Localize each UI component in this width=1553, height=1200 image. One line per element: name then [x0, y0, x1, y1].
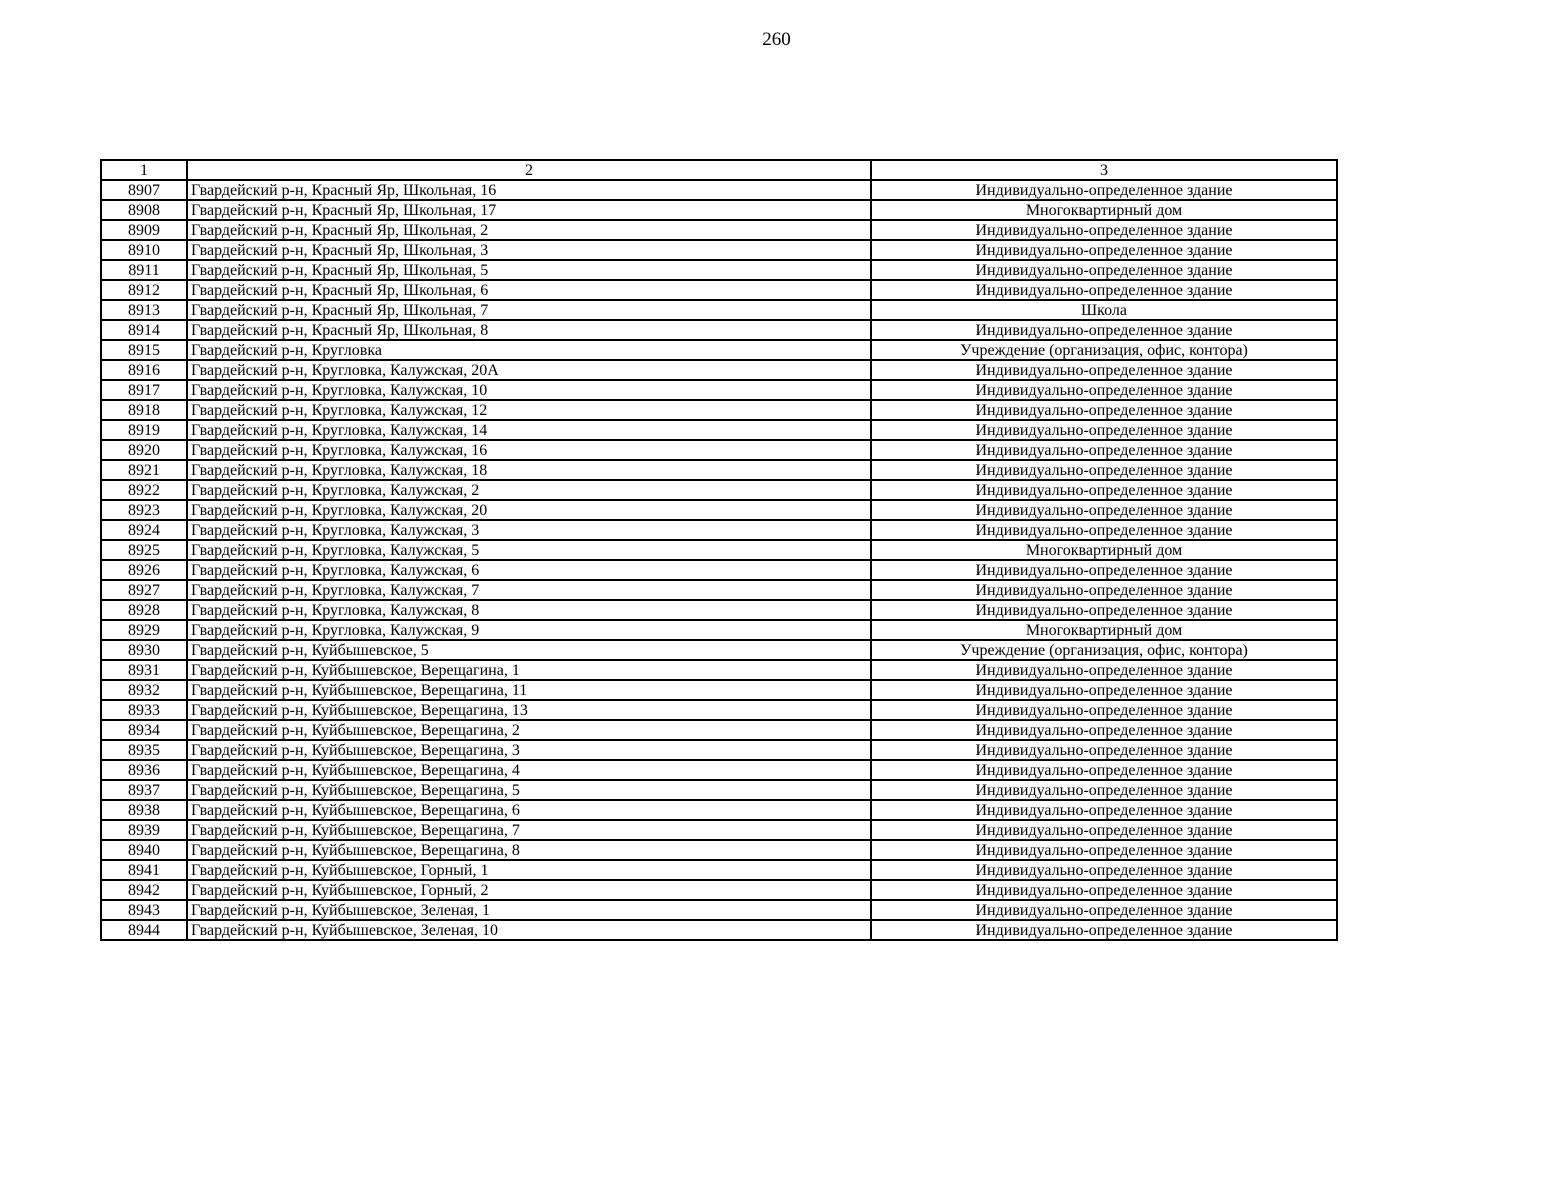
table-row [101, 660, 1337, 680]
cell-number: 8925 [101, 540, 187, 560]
table-row [101, 400, 1337, 420]
cell-number: 8934 [101, 720, 187, 740]
cell-address: Гвардейский р-н, Куйбышевское, Зеленая, 10 [187, 920, 871, 940]
header-cell-type: 3 [871, 160, 1337, 180]
cell-object-type: Индивидуально-определенное здание [871, 580, 1337, 600]
table-row [101, 900, 1337, 920]
registry-table [100, 159, 1338, 941]
cell-address: Гвардейский р-н, Красный Яр, Школьная, 2 [187, 220, 871, 240]
table-row [101, 580, 1337, 600]
cell-object-type: Индивидуально-определенное здание [871, 880, 1337, 900]
cell-address: Гвардейский р-н, Кругловка, Калужская, 18 [187, 460, 871, 480]
table-row [101, 820, 1337, 840]
cell-object-type: Индивидуально-определенное здание [871, 700, 1337, 720]
cell-number: 8931 [101, 660, 187, 680]
cell-number: 8935 [101, 740, 187, 760]
table-row [101, 480, 1337, 500]
cell-address: Гвардейский р-н, Красный Яр, Школьная, 7 [187, 300, 871, 320]
cell-object-type: Индивидуально-определенное здание [871, 440, 1337, 460]
table-row [101, 460, 1337, 480]
cell-number: 8913 [101, 300, 187, 320]
cell-address: Гвардейский р-н, Кругловка, Калужская, 3 [187, 520, 871, 540]
page-number: 260 [762, 29, 791, 50]
header-cell-number: 1 [101, 160, 187, 180]
cell-object-type: Индивидуально-определенное здание [871, 560, 1337, 580]
table-header-row [101, 160, 1337, 180]
table-row [101, 380, 1337, 400]
cell-address: Гвардейский р-н, Кругловка, Калужская, 7 [187, 580, 871, 600]
cell-object-type: Многоквартирный дом [871, 200, 1337, 220]
cell-number: 8923 [101, 500, 187, 520]
cell-number: 8926 [101, 560, 187, 580]
cell-address: Гвардейский р-н, Куйбышевское, Горный, 1 [187, 860, 871, 880]
cell-number: 8909 [101, 220, 187, 240]
cell-object-type: Индивидуально-определенное здание [871, 240, 1337, 260]
cell-address: Гвардейский р-н, Кругловка, Калужская, 6 [187, 560, 871, 580]
table-row [101, 200, 1337, 220]
cell-object-type: Индивидуально-определенное здание [871, 460, 1337, 480]
cell-object-type: Индивидуально-определенное здание [871, 600, 1337, 620]
cell-number: 8924 [101, 520, 187, 540]
cell-number: 8933 [101, 700, 187, 720]
cell-number: 8943 [101, 900, 187, 920]
cell-object-type: Индивидуально-определенное здание [871, 280, 1337, 300]
table-row [101, 600, 1337, 620]
cell-address: Гвардейский р-н, Куйбышевское, Горный, 2 [187, 880, 871, 900]
cell-number: 8939 [101, 820, 187, 840]
cell-address: Гвардейский р-н, Кругловка, Калужская, 16 [187, 440, 871, 460]
cell-object-type: Индивидуально-определенное здание [871, 360, 1337, 380]
cell-address: Гвардейский р-н, Кругловка, Калужская, 12 [187, 400, 871, 420]
cell-object-type: Индивидуально-определенное здание [871, 660, 1337, 680]
cell-object-type: Индивидуально-определенное здание [871, 520, 1337, 540]
cell-number: 8930 [101, 640, 187, 660]
cell-number: 8944 [101, 920, 187, 940]
cell-number: 8914 [101, 320, 187, 340]
cell-number: 8915 [101, 340, 187, 360]
cell-number: 8922 [101, 480, 187, 500]
cell-object-type: Индивидуально-определенное здание [871, 800, 1337, 820]
table-row [101, 700, 1337, 720]
cell-object-type: Индивидуально-определенное здание [871, 780, 1337, 800]
table-row [101, 540, 1337, 560]
cell-number: 8916 [101, 360, 187, 380]
cell-number: 8910 [101, 240, 187, 260]
table-row [101, 180, 1337, 200]
cell-object-type: Индивидуально-определенное здание [871, 820, 1337, 840]
cell-address: Гвардейский р-н, Кругловка, Калужская, 14 [187, 420, 871, 440]
cell-address: Гвардейский р-н, Куйбышевское, Верещагина, 4 [187, 760, 871, 780]
cell-address: Гвардейский р-н, Кругловка, Калужская, 5 [187, 540, 871, 560]
table-row [101, 300, 1337, 320]
cell-address: Гвардейский р-н, Куйбышевское, Верещагина, 11 [187, 680, 871, 700]
cell-object-type: Индивидуально-определенное здание [871, 860, 1337, 880]
cell-number: 8938 [101, 800, 187, 820]
cell-number: 8911 [101, 260, 187, 280]
cell-object-type: Индивидуально-определенное здание [871, 760, 1337, 780]
cell-number: 8937 [101, 780, 187, 800]
table-row [101, 280, 1337, 300]
cell-address: Гвардейский р-н, Кругловка, Калужская, 20А [187, 360, 871, 380]
table-row [101, 320, 1337, 340]
table-row [101, 500, 1337, 520]
cell-object-type: Индивидуально-определенное здание [871, 920, 1337, 940]
table-row [101, 860, 1337, 880]
cell-address: Гвардейский р-н, Куйбышевское, Зеленая, 1 [187, 900, 871, 920]
cell-address: Гвардейский р-н, Красный Яр, Школьная, 8 [187, 320, 871, 340]
cell-object-type: Индивидуально-определенное здание [871, 220, 1337, 240]
table-row [101, 740, 1337, 760]
cell-address: Гвардейский р-н, Куйбышевское, 5 [187, 640, 871, 660]
cell-object-type: Индивидуально-определенное здание [871, 840, 1337, 860]
cell-address: Гвардейский р-н, Красный Яр, Школьная, 17 [187, 200, 871, 220]
cell-object-type: Индивидуально-определенное здание [871, 480, 1337, 500]
table-row [101, 920, 1337, 940]
table-row [101, 800, 1337, 820]
cell-number: 8927 [101, 580, 187, 600]
header-cell-address: 2 [187, 160, 871, 180]
cell-object-type: Индивидуально-определенное здание [871, 740, 1337, 760]
table-row [101, 260, 1337, 280]
cell-object-type: Индивидуально-определенное здание [871, 260, 1337, 280]
cell-address: Гвардейский р-н, Красный Яр, Школьная, 5 [187, 260, 871, 280]
table-row [101, 640, 1337, 660]
cell-address: Гвардейский р-н, Куйбышевское, Верещагина, 6 [187, 800, 871, 820]
cell-address: Гвардейский р-н, Красный Яр, Школьная, 6 [187, 280, 871, 300]
cell-address: Гвардейский р-н, Куйбышевское, Верещагина, 5 [187, 780, 871, 800]
cell-number: 8917 [101, 380, 187, 400]
cell-number: 8912 [101, 280, 187, 300]
cell-address: Гвардейский р-н, Куйбышевское, Верещагина, 13 [187, 700, 871, 720]
cell-address: Гвардейский р-н, Кругловка, Калужская, 2 [187, 480, 871, 500]
cell-number: 8918 [101, 400, 187, 420]
table-row [101, 840, 1337, 860]
table-row [101, 780, 1337, 800]
cell-object-type: Индивидуально-определенное здание [871, 180, 1337, 200]
cell-object-type: Индивидуально-определенное здание [871, 680, 1337, 700]
cell-object-type: Индивидуально-определенное здание [871, 400, 1337, 420]
cell-address: Гвардейский р-н, Куйбышевское, Верещагина, 1 [187, 660, 871, 680]
cell-address: Гвардейский р-н, Красный Яр, Школьная, 3 [187, 240, 871, 260]
cell-number: 8908 [101, 200, 187, 220]
cell-number: 8907 [101, 180, 187, 200]
table-row [101, 360, 1337, 380]
cell-object-type: Индивидуально-определенное здание [871, 720, 1337, 740]
cell-address: Гвардейский р-н, Кругловка, Калужская, 8 [187, 600, 871, 620]
cell-number: 8942 [101, 880, 187, 900]
table-row [101, 760, 1337, 780]
table-row [101, 720, 1337, 740]
cell-object-type: Индивидуально-определенное здание [871, 500, 1337, 520]
table-row [101, 440, 1337, 460]
cell-address: Гвардейский р-н, Куйбышевское, Верещагина, 7 [187, 820, 871, 840]
cell-address: Гвардейский р-н, Кругловка, Калужская, 9 [187, 620, 871, 640]
cell-object-type: Индивидуально-определенное здание [871, 320, 1337, 340]
cell-number: 8919 [101, 420, 187, 440]
cell-address: Гвардейский р-н, Кругловка, Калужская, 10 [187, 380, 871, 400]
table-row [101, 560, 1337, 580]
table-row [101, 220, 1337, 240]
cell-object-type: Индивидуально-определенное здание [871, 900, 1337, 920]
table-row [101, 680, 1337, 700]
table-row [101, 240, 1337, 260]
cell-address: Гвардейский р-н, Куйбышевское, Верещагина, 3 [187, 740, 871, 760]
cell-object-type: Индивидуально-определенное здание [871, 420, 1337, 440]
cell-number: 8921 [101, 460, 187, 480]
cell-number: 8940 [101, 840, 187, 860]
cell-number: 8932 [101, 680, 187, 700]
table-row [101, 520, 1337, 540]
cell-address: Гвардейский р-н, Красный Яр, Школьная, 16 [187, 180, 871, 200]
cell-object-type: Учреждение (организация, офис, контора) [871, 340, 1337, 360]
cell-number: 8929 [101, 620, 187, 640]
table-body [101, 160, 1337, 940]
cell-address: Гвардейский р-н, Кругловка, Калужская, 20 [187, 500, 871, 520]
cell-number: 8928 [101, 600, 187, 620]
cell-number: 8936 [101, 760, 187, 780]
cell-number: 8941 [101, 860, 187, 880]
cell-object-type: Учреждение (организация, офис, контора) [871, 640, 1337, 660]
cell-object-type: Многоквартирный дом [871, 540, 1337, 560]
cell-number: 8920 [101, 440, 187, 460]
cell-object-type: Многоквартирный дом [871, 620, 1337, 640]
table-row [101, 340, 1337, 360]
cell-address: Гвардейский р-н, Кругловка [187, 340, 871, 360]
cell-address: Гвардейский р-н, Куйбышевское, Верещагина, 8 [187, 840, 871, 860]
cell-object-type: Индивидуально-определенное здание [871, 380, 1337, 400]
table-row [101, 880, 1337, 900]
table-row [101, 420, 1337, 440]
cell-object-type: Школа [871, 300, 1337, 320]
cell-address: Гвардейский р-н, Куйбышевское, Верещагина, 2 [187, 720, 871, 740]
table-row [101, 620, 1337, 640]
